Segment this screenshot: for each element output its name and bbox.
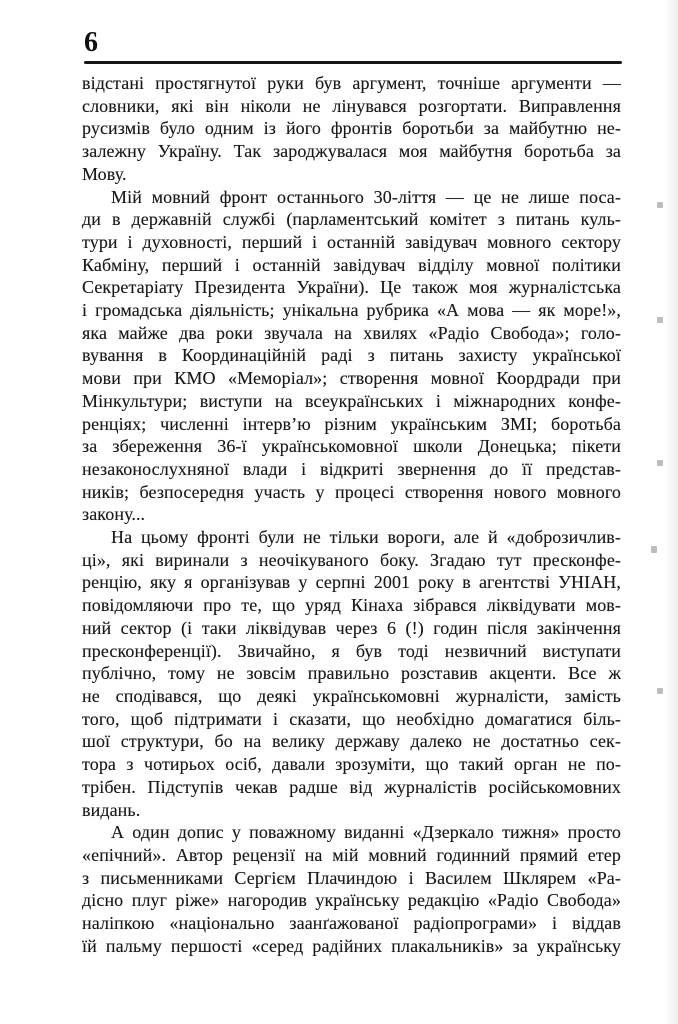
text-line: Секретаріату Президента України). Це також моя журналістська (82, 277, 621, 298)
text-line: закону... (82, 504, 146, 525)
scan-artifact (651, 546, 657, 553)
text-line: На цьому фронті були не тільки вороги, але й «доброзичлив- (111, 527, 621, 548)
text-line: наліпкою «національно заанґажованої радіопрограми» і віддав (82, 913, 621, 934)
text-line: ренціях; численні інтерв’ю різним українським ЗМІ; боротьба (82, 413, 621, 434)
text-line: «епічний». Автор рецензії на мій мовний годинний прямий етер (82, 844, 621, 865)
text-line: видань. (82, 799, 141, 820)
text-line: А один допис у поважному виданні «Дзеркало тижня» просто (111, 822, 621, 843)
text-line: мови при КМО «Меморіал»; створення мовної Коордради при (82, 368, 621, 389)
text-line: словники, які він ніколи не лінувався розгортати. Виправлення (82, 95, 621, 116)
text-line: відстані простягнутої руки був аргумент, точніше аргументи — (82, 73, 621, 93)
text-line: ренцію, яку я організував у серпні 2001 року в агентстві УНІАН, (82, 572, 621, 593)
text-line: того, щоб підтримати і сказати, що необхідно домагатися біль- (82, 708, 621, 729)
text-line: їй пальму першості «серед радійних плакальників» за українську (82, 935, 621, 956)
paragraph (82, 72, 621, 186)
scan-artifact (657, 688, 663, 694)
text-line: тора з чотирьох осіб, давали зрозуміти, що такий орган не по- (82, 754, 621, 775)
paragraph (82, 821, 621, 957)
text-line: Мову. (82, 163, 127, 184)
scan-artifact (657, 202, 663, 208)
text-line: шої структури, бо на велику державу далеко не достатньо сек- (82, 731, 621, 752)
text-line: Кабміну, перший і останній завідувач відділу мовної політики (82, 254, 621, 275)
text-line: ний сектор (і таки ліквідував через 6 (!) годин після закінчення (82, 617, 621, 638)
header-rule (84, 61, 622, 64)
scan-artifact (657, 460, 663, 466)
text-line: ці», які виринали з неочікуваного боку. Згадаю тут пресконфе- (82, 549, 621, 570)
text-line: і громадська діяльність; унікальна рубрика «А мова — як море!», (82, 300, 621, 321)
text-line: ників; безпосередня участь у процесі створення нового мовного (82, 481, 621, 502)
text-line: повідомляючи про те, що уряд Кінаха зібрався ліквідувати мов- (82, 595, 621, 616)
text-line: Мій мовний фронт останнього 30-ліття — це не лише поса- (111, 186, 621, 207)
text-line: ди в державній службі (парламентський комітет з питань куль- (82, 209, 621, 230)
scan-artifact (657, 317, 663, 323)
page-number: 6 (84, 27, 99, 58)
text-line: Мінкультури; виступи на всеукраїнських і міжнародних конфе- (82, 390, 621, 411)
paragraph (82, 186, 621, 527)
text-line: русизмів було одним із його фронтів боротьби за майбутню не- (82, 118, 621, 139)
text-line: залежну Україну. Так зароджувалася моя майбутня боротьба за (82, 141, 621, 162)
text-line: з письменниками Сергієм Плачиндою і Василем Шклярем «Ра- (82, 867, 621, 888)
text-block (82, 72, 621, 957)
text-line: дісно плуг ріже» нагородив українську редакцію «Радіо Свобода» (82, 890, 621, 911)
text-line: незаконослухняної влади і відкриті звернення до її представ- (82, 458, 621, 479)
text-line: трібен. Підступів чекав радше від журналістів російськомовних (82, 776, 621, 797)
text-line: публічно, тому не зовсім правильно розставив акценти. Все ж (82, 663, 621, 684)
text-line: пресконференції). Звичайно, я був тоді незвичний виступати (82, 640, 621, 661)
text-line: тури і духовності, перший і останній завідувач мовного сектору (82, 231, 621, 252)
text-line: вування в Координаційній раді з питань захисту української (82, 345, 621, 366)
text-line: не сподівався, що деякі українськомовні журналісти, замість (82, 685, 621, 706)
text-line: яка майже два роки звучала на хвилях «Радіо Свобода»; голо- (82, 322, 621, 343)
text-line: за збереження 36-ї українськомовної школи Донецька; пікети (82, 436, 621, 457)
paragraph (82, 526, 621, 821)
scan-edge-shadow (664, 0, 678, 1024)
